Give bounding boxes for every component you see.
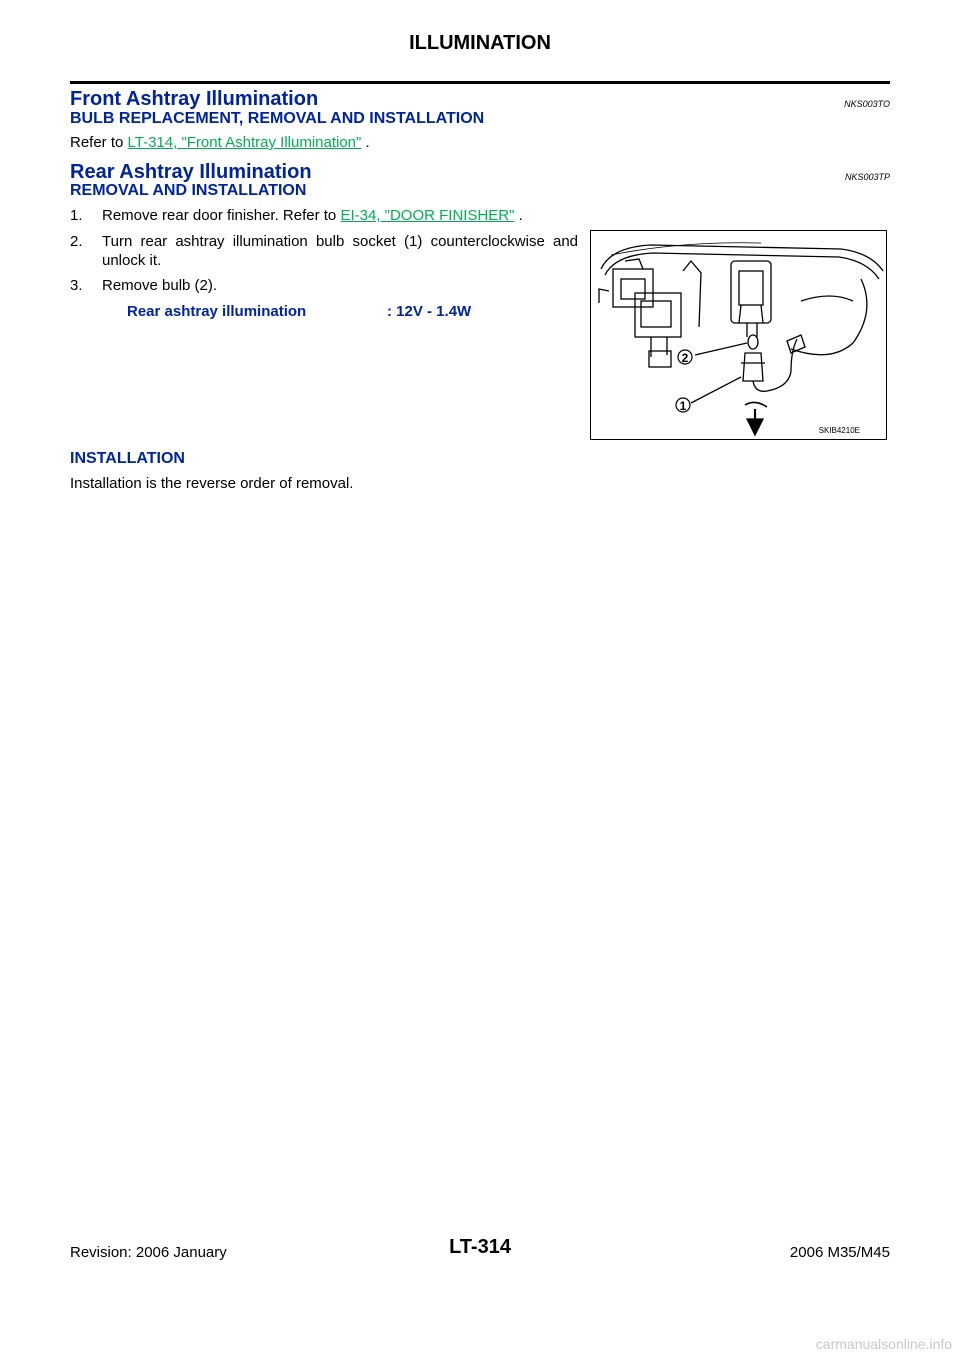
step-number: 2. <box>70 233 83 250</box>
step-text: Turn rear ashtray illumination bulb socket (1) counterclockwise and unlock it. <box>102 233 578 269</box>
header-rule <box>70 81 890 84</box>
step-text: Remove rear door finisher. Refer to EI-34, "DOOR FINISHER" . <box>102 207 523 224</box>
section-title-rear-ashtray: Rear Ashtray Illumination <box>70 161 312 183</box>
subtitle-removal-installation: REMOVAL AND INSTALLATION <box>70 182 307 199</box>
refer-paragraph-front <box>70 133 370 152</box>
section-code-rear: NKS003TP <box>844 172 890 182</box>
watermark: carmanualsonline.info <box>815 1336 952 1352</box>
callout-2 <box>678 350 692 365</box>
figure-code: SKIB4210E <box>818 426 860 435</box>
step-number: 1. <box>70 207 83 224</box>
link-lt-314[interactable]: LT-314, "Front Ashtray Illumination" <box>127 134 362 151</box>
ashtray-illustration <box>591 231 887 440</box>
step-number: 3. <box>70 277 83 294</box>
footer-model: 2006 M35/M45 <box>789 1244 890 1261</box>
illustration-figure <box>590 230 887 440</box>
link-ei-34[interactable]: EI-34, "DOOR FINISHER" <box>340 207 515 224</box>
svg-text:1: 1 <box>679 399 687 413</box>
footer-page-number: LT-314 <box>449 1236 511 1258</box>
spec-value: : 12V - 1.4W <box>387 303 472 320</box>
section-code-front: NKS003TO <box>844 99 890 109</box>
footer-revision: Revision: 2006 January <box>70 1244 227 1261</box>
refer-prefix: Refer to <box>70 134 128 151</box>
subtitle-bulb-replacement: BULB REPLACEMENT, REMOVAL AND INSTALLATION <box>70 110 485 127</box>
subtitle-installation: INSTALLATION <box>70 450 185 467</box>
callout-1 <box>676 398 690 413</box>
section-title-front-ashtray: Front Ashtray Illumination <box>70 88 319 110</box>
page-header-title: ILLUMINATION <box>409 32 551 54</box>
installation-text: Installation is the reverse order of removal. <box>70 475 354 492</box>
step-text: Remove bulb (2). <box>102 277 218 294</box>
refer-suffix: . <box>361 134 370 151</box>
svg-text:2: 2 <box>681 351 689 365</box>
spec-label: Rear ashtray illumination <box>127 303 307 320</box>
